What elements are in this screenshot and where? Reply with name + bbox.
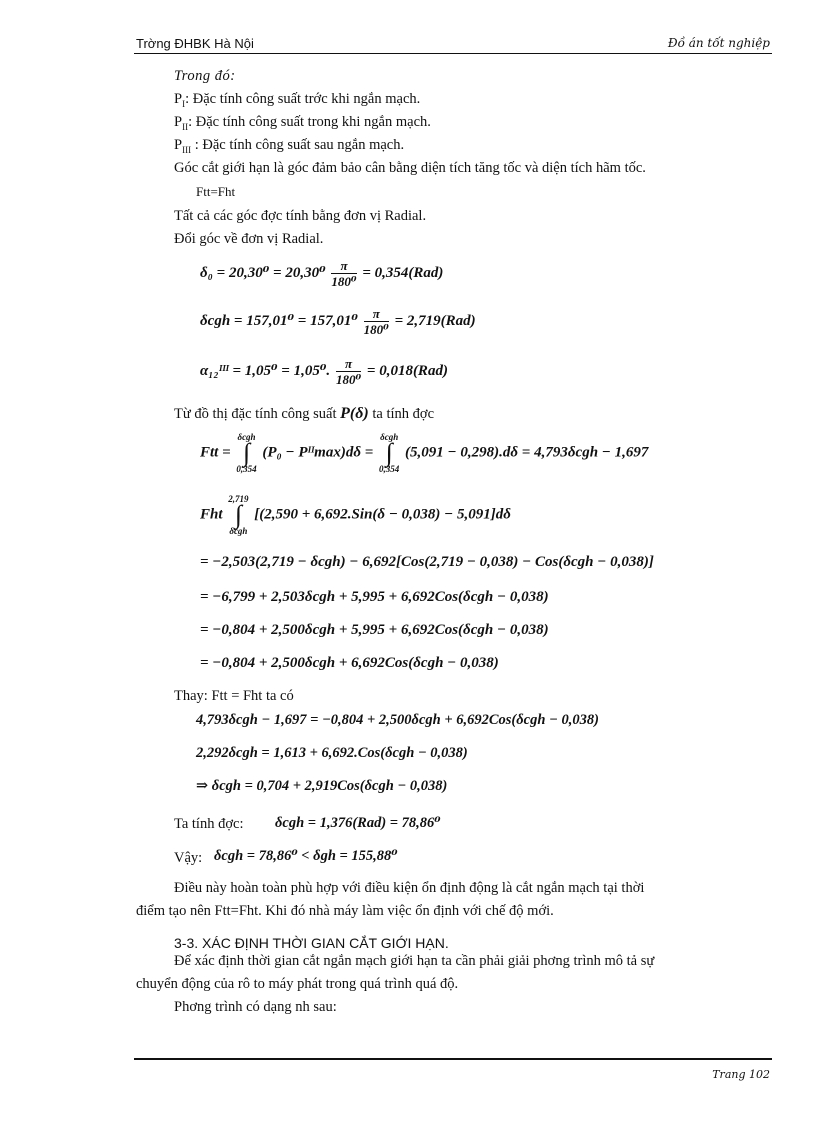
- eq-row-1: = −2,503(2,719 − δcgh) − 6,692[Cos(2,719 − 0,038) − Cos(δcgh − 0,038)]: [200, 554, 654, 570]
- eq-delta0-lhs: δ₀ = 20,30⁰ = 20,30⁰: [200, 264, 326, 281]
- eq-alpha12-rhs: = 0,018(Rad): [366, 362, 448, 379]
- eq-ftt: [200, 432, 648, 474]
- p1-subscript: I: [182, 98, 186, 109]
- eq-delta0-rhs: = 0,354(Rad): [362, 264, 444, 281]
- eq-alpha12-lhs: α₁₂ᴵᴵᴵ = 1,05⁰ = 1,05⁰.: [200, 362, 331, 379]
- p1-line: $P_I$: Đặc tính công suất trớc khi ngắn mạch.: [174, 91, 421, 109]
- header-left: Trờng ĐHBK Hà Nội: [136, 36, 254, 51]
- eq-delta-cgh: [200, 306, 476, 337]
- p2-line: $P_{II}$: Đặc tính công suất trong khi ngắn mạch.: [174, 114, 431, 132]
- eq-result-1: δcgh = 1,376(Rad) = 78,86⁰: [275, 815, 441, 831]
- eq-ftt-lhs: Ftt =: [200, 444, 231, 461]
- eq-delta0: [200, 258, 443, 289]
- tu-do-thi-suffix: ta tính đợc: [372, 406, 434, 422]
- footer-rule: [134, 1058, 772, 1060]
- eq-delta-cgh-rhs: = 2,719(Rad): [394, 312, 476, 329]
- p2-subscript: II: [182, 121, 189, 132]
- thay-line: Thay: Ftt = Fht ta có: [174, 688, 294, 704]
- tu-do-thi-line: [174, 405, 434, 423]
- integral-2: δcgh ∫ 0,354: [379, 432, 400, 474]
- header-right: Đồ án tốt nghiệp: [667, 36, 770, 50]
- eq-row-2: = −6,799 + 2,503δcgh + 5,995 + 6,692Cos(δcgh − 0,038): [200, 589, 549, 605]
- phuong-trinh-line: Phơng trình có dạng nh sau:: [174, 999, 337, 1015]
- vay-label: Vậy:: [174, 850, 203, 866]
- eq-row-4: = −0,804 + 2,500δcgh + 6,692Cos(δcgh − 0,038): [200, 655, 499, 671]
- p2-text: : Đặc tính công suất trong khi ngắn mạch.: [188, 114, 431, 130]
- page-number: Trang 102: [712, 1068, 770, 1081]
- trong-do-label: Trong đó:: [174, 68, 236, 84]
- eq-result-2: δcgh = 78,86⁰ < δgh = 155,88⁰: [214, 848, 398, 864]
- eq-ftt-mid: (P₀ − Pᴵᴵmax)dδ =: [262, 444, 374, 461]
- eq-fht-lhs: Fht: [200, 506, 223, 523]
- doi-goc-line: Đổi góc về đơn vị Radial.: [174, 231, 324, 247]
- p3-subscript: III: [182, 144, 192, 155]
- de-xac-line-2: chuyển động của rô to máy phát trong quá trình quá độ.: [136, 976, 459, 992]
- eq-delta-cgh-fraction: $\frac{\pi}{\text{180⁰}}$: [363, 306, 389, 337]
- dieu-nay-line-1: Điều này hoàn toàn phù hợp với điều kiện ổn định động là cắt ngắn mạch tại thời: [174, 880, 645, 896]
- p1-text: : Đặc tính công suất trớc khi ngắn mạch.: [185, 91, 421, 107]
- eq-ftt-rhs: (5,091 − 0,298).dδ = 4,793δcgh − 1,697: [405, 444, 649, 461]
- p3-text: : Đặc tính công suất sau ngắn mạch.: [191, 137, 405, 153]
- de-xac-line-1: Để xác định thời gian cắt ngắn mạch giới hạn ta cần phải giải phơng trình mô tả sự: [174, 953, 655, 969]
- eq-alpha12: [200, 356, 448, 387]
- eq-sub-2: 2,292δcgh = 1,613 + 6,692.Cos(δcgh − 0,038): [196, 745, 468, 761]
- ftt-eq-fht: Ftt=Fht: [196, 184, 236, 199]
- eq-sub-1: 4,793δcgh − 1,697 = −0,804 + 2,500δcgh + 6,692Cos(δcgh − 0,038): [196, 712, 599, 728]
- eq-fht: [200, 494, 511, 536]
- eq-delta0-fraction: $\frac{\pi}{\text{180⁰}}$: [331, 258, 357, 289]
- eq-alpha12-fraction: $\frac{\pi}{\text{180⁰}}$: [335, 356, 362, 387]
- eq-row-3: = −0,804 + 2,500δcgh + 5,995 + 6,692Cos(δcgh − 0,038): [200, 622, 549, 638]
- ta-tinh-label: Ta tính đợc:: [174, 816, 244, 832]
- goc-cat-line: Góc cắt giới hạn là góc đảm bảo cân bằng diện tích tăng tốc và diện tích hãm tốc.: [174, 160, 646, 176]
- eq-delta-cgh-lhs: δcgh = 157,01⁰ = 157,01⁰: [200, 312, 358, 329]
- section-heading: 3-3. XÁC ĐỊNH THỜI GIAN CẮT GIỚI HẠN.: [174, 935, 449, 951]
- eq-fht-rhs: [(2,590 + 6,692.Sin(δ − 0,038) − 5,091]dδ: [254, 506, 511, 523]
- tu-do-thi-text: Từ đồ thị đặc tính công suất: [174, 406, 337, 422]
- tat-ca-line: Tất cả các góc đợc tính bằng đơn vị Radial.: [174, 208, 427, 224]
- p3-line: $P_{III}$ : Đặc tính công suất sau ngắn mạch.: [174, 137, 405, 155]
- dieu-nay-line-2: điểm tạo nên Ftt=Fht. Khi đó nhà máy làm việc ổn định với chế độ mới.: [136, 903, 554, 919]
- integral-3: 2,719 ∫ δcgh: [228, 494, 249, 536]
- p-delta-symbol: P(δ): [340, 405, 369, 422]
- header-rule: [134, 53, 772, 54]
- eq-sub-3: ⇒ δcgh = 0,704 + 2,919Cos(δcgh − 0,038): [196, 778, 448, 794]
- integral-1: δcgh ∫ 0,354: [236, 432, 257, 474]
